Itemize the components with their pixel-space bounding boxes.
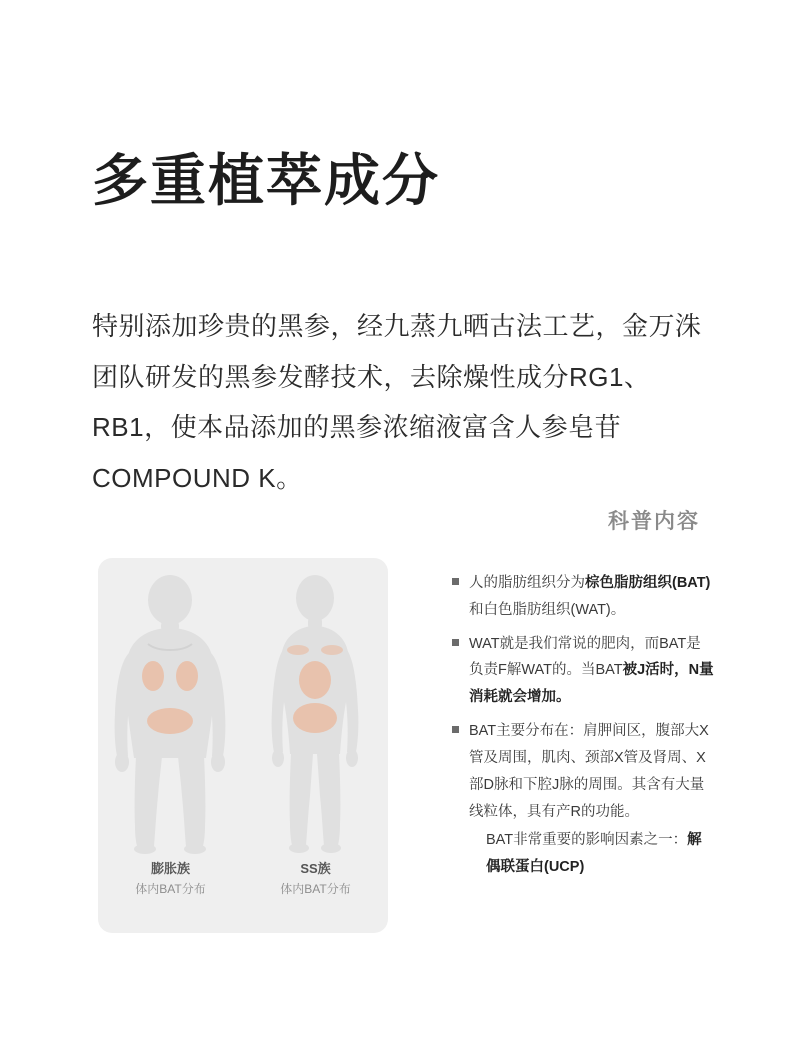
bat-distribution-figure [98,558,388,933]
intro-paragraph: 特别添加珍贵的黑参，经九蒸九晒古法工艺，金万洙团队研发的黑参发酵技术，去除燥性成分RG1、RB1，使本品添加的黑参浓缩液富含人参皂苷COMPOUND K。 [92,311,702,494]
bullet-square-icon [452,639,459,646]
male-body-icon [98,558,243,858]
bullet-square-icon [452,578,459,585]
fact-text-3-extra: BAT非常重要的影响因素之一：解偶联蛋白(UCP) [486,832,702,876]
list-item [452,631,714,711]
fact-text-2: WAT就是我们常说的肥肉，而BAT是负责F解WAT的。当BAT被J活时，N量消耗就会增加。 [469,635,714,706]
list-item [452,718,714,881]
figure-left-caption: 膨胀族 体内BAT分布 [135,861,206,896]
figure-left-body [98,558,243,933]
section-label: 科普内容 [608,510,700,533]
bullet-square-icon [452,726,459,733]
figure-right-body [243,558,388,933]
page-title: 多重植萃成分 [92,148,440,212]
female-body-icon [243,558,388,858]
fact-text-1: 人的脂肪组织分为棕色脂肪组织(BAT)和白色脂肪组织(WAT)。 [469,575,711,618]
fact-text-3: BAT主要分布在：肩胛间区，腹部大X管及周围，肌肉、颈部X管及肾周、X部D脉和下腔J脉的周围。其含有大量线粒体，具有产R的功能。 [469,723,709,820]
list-item [452,570,714,624]
figure-right-caption: SS族 体内BAT分布 [280,861,351,896]
bat-facts-list [452,570,714,888]
